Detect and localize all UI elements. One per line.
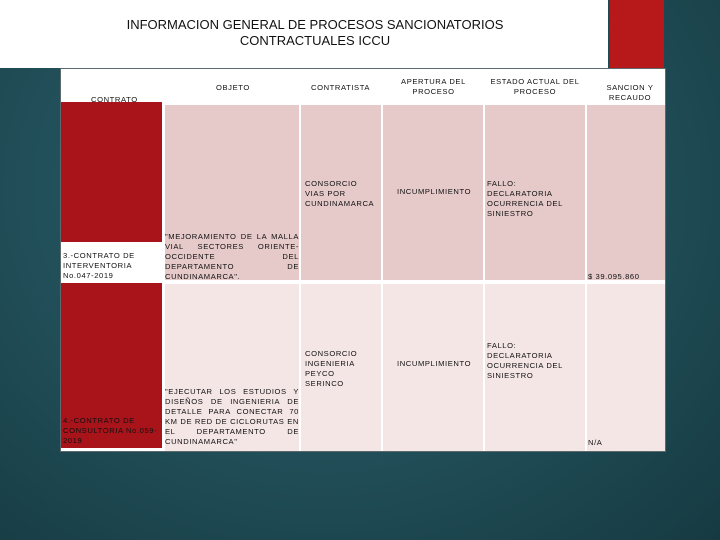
row2-apertura: INCUMPLIMIENTO bbox=[397, 359, 472, 368]
header-estado: ESTADO ACTUAL DEL PROCESO bbox=[490, 77, 580, 96]
accent-red-block bbox=[610, 0, 664, 68]
header-apertura: APERTURA DEL PROCESO bbox=[401, 77, 466, 96]
title-panel bbox=[0, 0, 608, 68]
contract-cell-bg-1 bbox=[61, 102, 162, 242]
slide-title bbox=[120, 17, 510, 49]
row2-sancion-cell bbox=[587, 284, 665, 451]
row1-contrato: 3.-CONTRATO DE INTERVENTORIA No.047-2019 bbox=[63, 251, 135, 280]
row2-objeto: "EJECUTAR LOS ESTUDIOS Y DISEÑOS DE INGENIERIA DE DETALLE PARA CONECTAR 70 KM DE RED DE CICLORUTAS EN EL DEPARTAMENTO DE CUNDINAMARCA" bbox=[165, 387, 299, 446]
row2-contratista: CONSORCIO INGENIERIA PEYCO SERINCO bbox=[305, 349, 358, 388]
row1-apertura: INCUMPLIMIENTO bbox=[397, 187, 472, 196]
row1-estado: FALLO: DECLARATORIA OCURRENCIA DEL SINIESTRO bbox=[487, 179, 563, 218]
title-line-1: INFORMACION GENERAL DE PROCESOS SANCIONATORIOS bbox=[126, 17, 504, 32]
header-contratista: CONTRATISTA bbox=[311, 83, 371, 92]
row1-contratista: CONSORCIO VIAS POR CUNDINAMARCA bbox=[305, 179, 375, 208]
row1-sancion: $ 39.095.860 bbox=[588, 272, 640, 281]
header-objeto: OBJETO bbox=[216, 83, 250, 92]
row2-estado: FALLO: DECLARATORIA OCURRENCIA DEL SINIESTRO bbox=[487, 341, 563, 380]
row1-sancion-cell bbox=[587, 105, 665, 280]
row2-sancion: N/A bbox=[588, 438, 603, 447]
title-line-2: CONTRACTUALES ICCU bbox=[239, 33, 391, 48]
header-contrato: CONTRATO bbox=[91, 95, 138, 104]
header-sancion: SANCION Y RECAUDO bbox=[606, 83, 654, 102]
sanctions-table bbox=[60, 68, 666, 452]
row2-contrato: 4.-CONTRATO DE CONSULTORIA No.059-2019 bbox=[63, 416, 158, 445]
row1-objeto: "MEJORAMIENTO DE LA MALLA VIAL SECTORES ORIENTE-OCCIDENTE DEL DEPARTAMENTO DE CUNDINAMARCA". bbox=[165, 232, 299, 281]
